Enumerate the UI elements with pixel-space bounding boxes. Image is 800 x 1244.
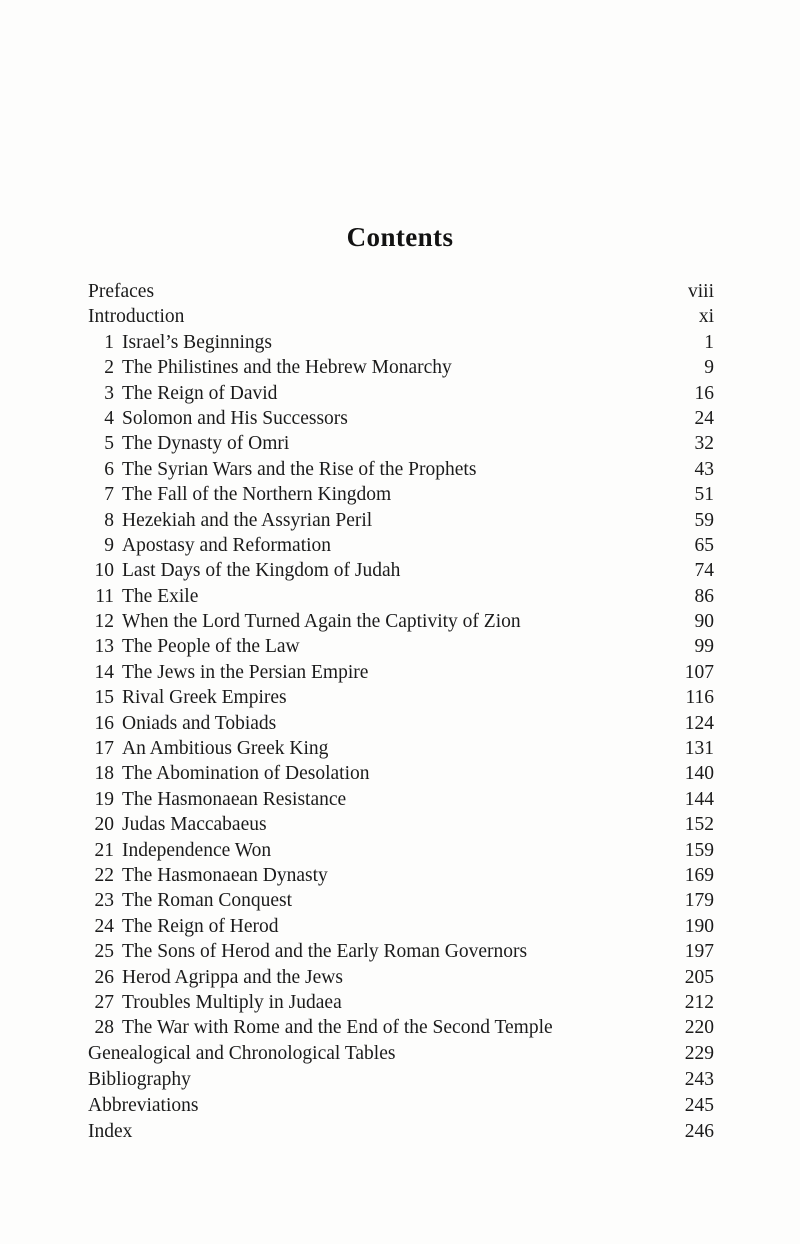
- toc-entry-chapter[interactable]: [88, 609, 714, 634]
- toc-entry-front-matter[interactable]: [88, 279, 714, 304]
- toc-entry-title: The Jews in the Persian Empire: [122, 661, 369, 683]
- toc-entry-back-matter[interactable]: [88, 1067, 714, 1093]
- toc-entry-title: Troubles Multiply in Judaea: [122, 991, 342, 1013]
- toc-entry-page-number: 65: [694, 534, 714, 556]
- toc-entry-page-number: 169: [684, 864, 714, 886]
- page-title: Contents: [346, 222, 454, 252]
- toc-entry-number: 7: [104, 484, 114, 506]
- toc-entry-title: Herod Agrippa and the Jews: [122, 966, 343, 988]
- toc-entry-page-number: 152: [684, 814, 714, 836]
- toc-front-matter-section: [88, 279, 714, 330]
- toc-entry-chapter[interactable]: [88, 533, 714, 558]
- toc-entry-page-number: 140: [684, 763, 714, 785]
- toc-entry-chapter[interactable]: [88, 914, 714, 939]
- toc-entry-number: 26: [94, 966, 114, 988]
- toc-entry-page-number: 86: [694, 585, 714, 607]
- toc-entry-number: 28: [94, 1017, 114, 1039]
- toc-entry-page-number: 116: [685, 687, 714, 709]
- toc-entry-page-number: 159: [684, 839, 714, 861]
- toc-entry-back-matter[interactable]: [88, 1093, 714, 1119]
- toc-entry-chapter[interactable]: [88, 355, 714, 380]
- toc-entry-title: Genealogical and Chronological Tables: [88, 1042, 396, 1064]
- toc-entry-number: 20: [94, 814, 114, 836]
- toc-entry-page-number: 107: [684, 661, 714, 683]
- toc-entry-title: Hezekiah and the Assyrian Peril: [122, 509, 373, 531]
- toc-entry-page-number: 245: [684, 1095, 714, 1117]
- toc-entry-chapter[interactable]: [88, 990, 714, 1015]
- toc-entry-page-number: 32: [694, 433, 714, 455]
- toc-entry-chapter[interactable]: [88, 965, 714, 990]
- toc-back-matter-section: [88, 1041, 714, 1146]
- toc-entry-chapter[interactable]: [88, 381, 714, 406]
- toc-entry-number: 27: [94, 991, 114, 1013]
- toc-entry-chapter[interactable]: [88, 863, 714, 888]
- toc-entry-title: Rival Greek Empires: [122, 687, 287, 709]
- toc-entry-title: Bibliography: [88, 1068, 191, 1090]
- toc-entry-number: 8: [104, 509, 114, 531]
- toc-entry-title: The Roman Conquest: [122, 890, 293, 912]
- toc-entry-chapter[interactable]: [88, 634, 714, 659]
- toc-entry-title: Israel’s Beginnings: [122, 331, 273, 353]
- toc-entry-chapter[interactable]: [88, 787, 714, 812]
- toc-entry-title: Oniads and Tobiads: [122, 712, 277, 734]
- toc-entry-number: 1: [104, 331, 114, 353]
- toc-entry-title: Prefaces: [88, 281, 155, 302]
- toc-entry-number: 22: [94, 864, 114, 886]
- toc-entry-page-number: 229: [684, 1042, 714, 1064]
- toc-entry-title: Abbreviations: [88, 1095, 199, 1117]
- toc-entry-number: 2: [104, 357, 114, 379]
- toc-entry-title: The Hasmonaean Resistance: [122, 788, 347, 810]
- toc-entry-number: 24: [94, 915, 114, 937]
- toc-entry-page-number: 190: [684, 915, 714, 937]
- toc-entry-number: 18: [94, 763, 114, 785]
- toc-entry-page-number: 51: [694, 484, 714, 506]
- toc-entry-title: The Abomination of Desolation: [122, 763, 370, 785]
- toc-entry-chapter[interactable]: [88, 457, 714, 482]
- toc-entry-front-matter[interactable]: [88, 304, 714, 329]
- toc-entry-title: The Syrian Wars and the Rise of the Prophets: [122, 458, 477, 480]
- toc-entry-chapter[interactable]: [88, 330, 714, 355]
- toc-entry-chapter[interactable]: [88, 838, 714, 863]
- toc-entry-title: Apostasy and Reformation: [122, 534, 332, 556]
- toc-entry-number: 16: [94, 712, 114, 734]
- toc-entry-number: 17: [94, 738, 114, 760]
- toc-entry-chapter[interactable]: [88, 685, 714, 710]
- toc-entry-title: The Hasmonaean Dynasty: [122, 864, 328, 886]
- toc-entry-page-number: 220: [684, 1017, 714, 1039]
- toc-entry-chapter[interactable]: [88, 1015, 714, 1040]
- toc-entry-chapter[interactable]: [88, 482, 714, 507]
- toc-entry-page-number: 197: [684, 941, 714, 963]
- toc-entry-page-number: 124: [684, 712, 714, 734]
- toc-entry-number: 13: [94, 636, 114, 658]
- toc-entry-title: Judas Maccabaeus: [122, 814, 267, 836]
- toc-entry-number: 21: [94, 839, 114, 861]
- table-of-contents: [88, 279, 714, 1145]
- toc-entry-number: 12: [94, 611, 114, 633]
- toc-entry-title: Last Days of the Kingdom of Judah: [122, 560, 401, 582]
- toc-entry-number: 4: [104, 407, 114, 429]
- toc-entry-number: 6: [104, 458, 114, 480]
- toc-entry-title: An Ambitious Greek King: [122, 738, 329, 760]
- toc-entry-page-number: 205: [684, 966, 714, 988]
- toc-entry-number: 11: [95, 585, 114, 607]
- toc-entry-page-number: 74: [694, 560, 714, 582]
- toc-entry-page-number: 43: [694, 458, 714, 480]
- toc-entry-page-number: 1: [704, 331, 714, 353]
- toc-entry-number: 5: [104, 433, 114, 455]
- toc-entry-chapter[interactable]: [88, 558, 714, 583]
- toc-entry-page-number: 212: [684, 991, 714, 1013]
- toc-entry-chapter[interactable]: [88, 711, 714, 736]
- toc-entry-chapter[interactable]: [88, 888, 714, 913]
- toc-entry-page-number: 16: [694, 382, 714, 404]
- toc-entry-page-number: 179: [684, 890, 714, 912]
- toc-entry-chapter[interactable]: [88, 660, 714, 685]
- toc-entry-chapter[interactable]: [88, 584, 714, 609]
- toc-entry-title: The Philistines and the Hebrew Monarchy: [122, 357, 452, 379]
- toc-entry-title: Introduction: [88, 306, 185, 328]
- toc-entry-title: The Reign of David: [122, 382, 278, 404]
- toc-entry-title: Index: [88, 1121, 133, 1143]
- toc-entry-title: The Sons of Herod and the Early Roman Governors: [122, 941, 528, 963]
- toc-entry-back-matter[interactable]: [88, 1041, 714, 1067]
- toc-entry-back-matter[interactable]: [88, 1119, 714, 1145]
- toc-entry-title: The Reign of Herod: [122, 915, 279, 937]
- toc-entry-page-number: 59: [694, 509, 714, 531]
- toc-entry-title: Independence Won: [122, 839, 272, 861]
- toc-entry-number: 15: [94, 687, 114, 709]
- toc-entry-chapter[interactable]: [88, 939, 714, 964]
- toc-entry-number: 23: [94, 890, 114, 912]
- toc-entry-page-number: viii: [687, 281, 714, 302]
- toc-entry-title: The War with Rome and the End of the Second Temple: [122, 1017, 553, 1039]
- toc-entry-title: The People of the Law: [122, 636, 300, 658]
- toc-entry-chapter[interactable]: [88, 431, 714, 456]
- toc-entry-number: 9: [104, 534, 114, 556]
- toc-entry-chapter[interactable]: [88, 812, 714, 837]
- toc-entry-number: 14: [94, 661, 114, 683]
- toc-entry-number: 19: [94, 788, 114, 810]
- toc-entry-chapter[interactable]: [88, 508, 714, 533]
- toc-entry-chapter[interactable]: [88, 761, 714, 786]
- toc-entry-title: When the Lord Turned Again the Captivity of Zion: [122, 611, 521, 633]
- toc-entry-page-number: 131: [684, 738, 714, 760]
- toc-entry-page-number: xi: [698, 306, 714, 328]
- toc-entry-page-number: 9: [704, 357, 714, 379]
- toc-entry-page-number: 90: [694, 611, 714, 633]
- toc-entry-title: The Exile: [122, 585, 199, 607]
- toc-entry-page-number: 144: [684, 788, 714, 810]
- toc-entry-page-number: 243: [684, 1068, 714, 1090]
- toc-chapters-section: [88, 330, 714, 1041]
- toc-entry-title: Solomon and His Successors: [122, 407, 348, 429]
- toc-entry-number: 10: [94, 560, 114, 582]
- toc-entry-page-number: 99: [694, 636, 714, 658]
- toc-entry-page-number: 24: [694, 407, 714, 429]
- toc-entry-page-number: 246: [684, 1121, 714, 1143]
- toc-entry-chapter[interactable]: [88, 406, 714, 431]
- toc-entry-chapter[interactable]: [88, 736, 714, 761]
- toc-entry-title: The Dynasty of Omri: [122, 433, 290, 455]
- toc-entry-title: The Fall of the Northern Kingdom: [122, 484, 392, 506]
- toc-entry-number: 3: [104, 382, 114, 404]
- toc-entry-number: 25: [94, 941, 114, 963]
